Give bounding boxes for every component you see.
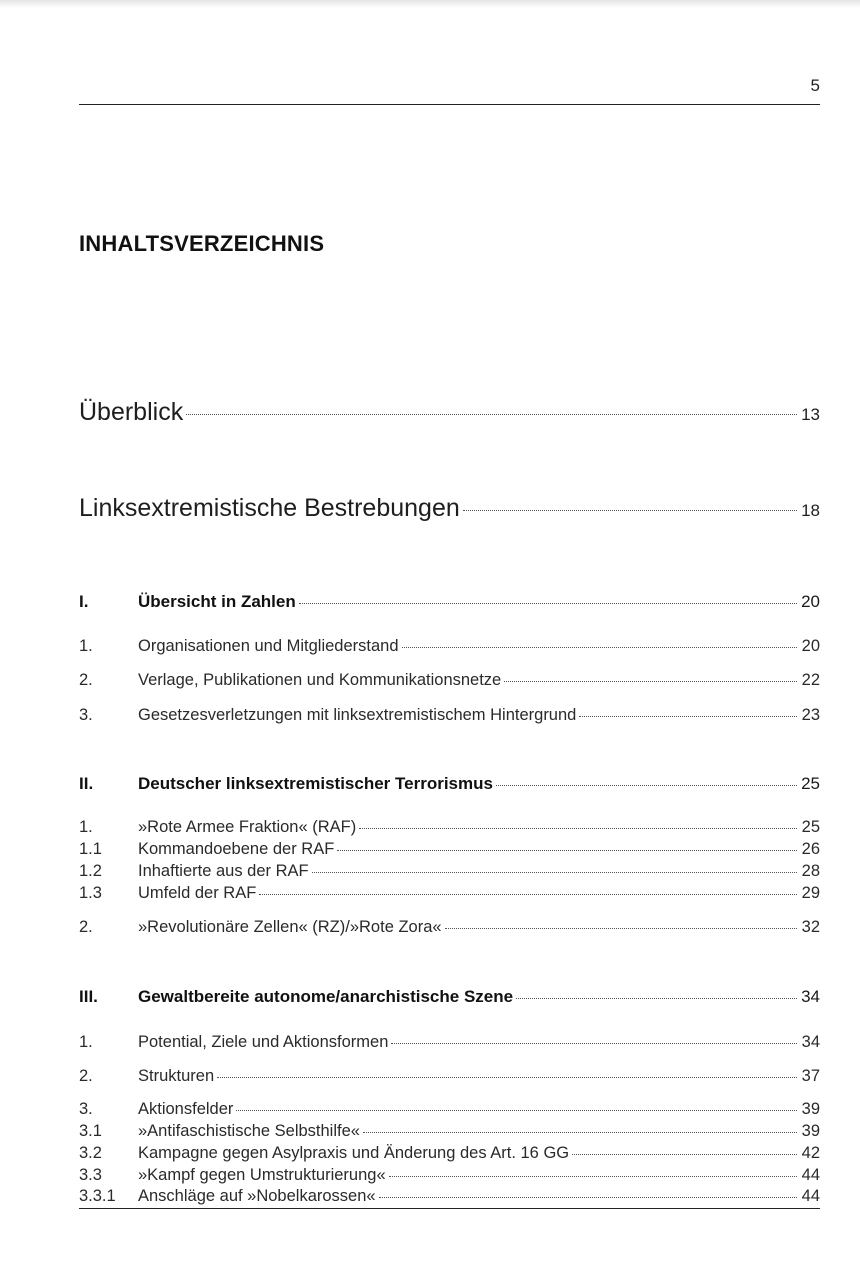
dot-leader [299,603,797,604]
toc-entry-number: 2. [79,671,93,689]
page-title: INHALTSVERZEICHNIS [79,231,325,256]
toc-entry-page: 20 [801,637,820,655]
dot-leader [504,681,797,682]
toc-entry-page: 25 [801,818,820,836]
dot-leader [445,928,797,929]
dot-leader [359,828,797,829]
toc-entry-label: »Antifaschistische Selbsthilfe« [138,1122,360,1140]
toc-section-II[interactable] [79,774,820,794]
toc-entry-page: 13 [801,405,820,424]
toc-entry-label: Potential, Ziele und Aktionsformen [138,1033,389,1051]
dot-leader [312,872,797,873]
header-rule [79,104,820,105]
toc-entry-I-2[interactable] [79,671,820,690]
toc-entry-number: II. [79,774,94,793]
toc-entry-page: 44 [801,1187,820,1205]
toc-entry-number: 1.1 [79,840,102,858]
dot-leader [391,1043,797,1044]
toc-entry-label: Gewaltbereite autonome/anarchistische Szene [138,987,514,1006]
toc-entry-linksextremistische-bestrebungen[interactable] [79,494,820,523]
toc-entry-II-1-1[interactable] [79,840,820,859]
toc-entry-page: 23 [801,706,820,724]
toc-entry-page: 39 [801,1100,820,1118]
toc-entry-III-2[interactable] [79,1067,820,1086]
dot-leader [463,510,797,511]
toc-entry-number: 2. [79,918,93,936]
toc-entry-page: 37 [801,1067,820,1085]
dot-leader [579,716,797,717]
toc-entry-page: 34 [801,1033,820,1051]
toc-entry-page: 42 [801,1144,820,1162]
toc-entry-label: Verlage, Publikationen und Kommunikationsnetze [138,671,502,689]
toc-entry-label: Inhaftierte aus der RAF [138,862,309,880]
toc-entry-III-3[interactable] [79,1100,820,1119]
toc-entry-label: »Rote Armee Fraktion« (RAF) [138,818,357,836]
toc-entry-label: Deutscher linksextremistischer Terrorismus [138,774,493,793]
toc-entry-page: 28 [801,862,820,880]
dot-leader [337,850,797,851]
dot-leader [363,1132,797,1133]
toc-entry-label: »Revolutionäre Zellen« (RZ)/»Rote Zora« [138,918,442,936]
toc-entry-page: 25 [801,774,820,793]
toc-entry-number: 2. [79,1067,93,1085]
toc-entry-I-3[interactable] [79,706,820,725]
toc-entry-number: 3.2 [79,1144,102,1162]
toc-entry-label: Überblick [79,398,184,426]
toc-entry-page: 34 [801,987,820,1006]
toc-entry-page: 26 [801,840,820,858]
toc-entry-label: Gesetzesverletzungen mit linksextremistischem Hintergrund [138,706,577,724]
toc-entry-number: 1. [79,818,93,836]
dot-leader [259,894,797,895]
toc-entry-II-1[interactable] [79,818,820,837]
toc-entry-label: Umfeld der RAF [138,884,257,902]
toc-entry-number: 1. [79,1033,93,1051]
toc-entry-number: 3.1 [79,1122,102,1140]
toc-entry-number: 3.3 [79,1166,102,1184]
dot-leader [572,1154,797,1155]
toc-entry-III-3-1[interactable] [79,1122,820,1141]
toc-entry-page: 20 [801,592,820,611]
toc-entry-page: 32 [801,918,820,936]
toc-entry-page: 22 [801,671,820,689]
toc-entry-ueberblick[interactable] [79,398,820,427]
toc-entry-III-3-3[interactable] [79,1166,820,1185]
toc-entry-III-3-2[interactable] [79,1144,820,1163]
toc-entry-I-1[interactable] [79,637,820,656]
dot-leader [389,1176,797,1177]
dot-leader [379,1197,797,1198]
toc-entry-label: Kampagne gegen Asylpraxis und Änderung des Art. 16 GG [138,1144,570,1162]
toc-entry-page: 44 [801,1166,820,1184]
toc-entry-number: 1.3 [79,884,102,902]
toc-entry-page: 18 [801,501,820,520]
toc-entry-label: Übersicht in Zahlen [138,592,296,611]
toc-entry-II-1-3[interactable] [79,884,820,903]
toc-entry-label: Aktionsfelder [138,1100,234,1118]
toc-entry-page: 29 [801,884,820,902]
page-number: 5 [810,76,820,95]
dot-leader [516,998,797,999]
toc-section-I[interactable] [79,592,820,612]
toc-entry-II-2[interactable] [79,918,820,937]
toc-entry-label: Kommandoebene der RAF [138,840,335,858]
toc-entry-page: 39 [801,1122,820,1140]
toc-entry-number: I. [79,592,89,611]
dot-leader [402,647,798,648]
toc-entry-number: III. [79,987,98,1006]
toc-entry-number: 1. [79,637,93,655]
toc-entry-number: 3. [79,1100,93,1118]
toc-entry-III-3-3-1[interactable] [79,1187,820,1206]
dot-leader [236,1110,797,1111]
toc-entry-label: Organisationen und Mitgliederstand [138,637,399,655]
toc-entry-label: Anschläge auf »Nobelkarossen« [138,1187,376,1205]
scan-edge-shadow [0,0,860,8]
toc-entry-number: 3.3.1 [79,1187,116,1205]
toc-entry-label: Strukturen [138,1067,215,1085]
dot-leader [186,414,797,415]
toc-entry-label: »Kampf gegen Umstrukturierung« [138,1166,386,1184]
footer-rule [79,1208,820,1209]
dot-leader [217,1077,797,1078]
dot-leader [496,785,797,786]
toc-entry-number: 1.2 [79,862,102,880]
toc-entry-label: Linksextremistische Bestrebungen [79,494,460,522]
toc-section-III[interactable] [79,987,820,1007]
toc-entry-number: 3. [79,706,93,724]
toc-entry-III-1[interactable] [79,1033,820,1052]
toc-entry-II-1-2[interactable] [79,862,820,881]
